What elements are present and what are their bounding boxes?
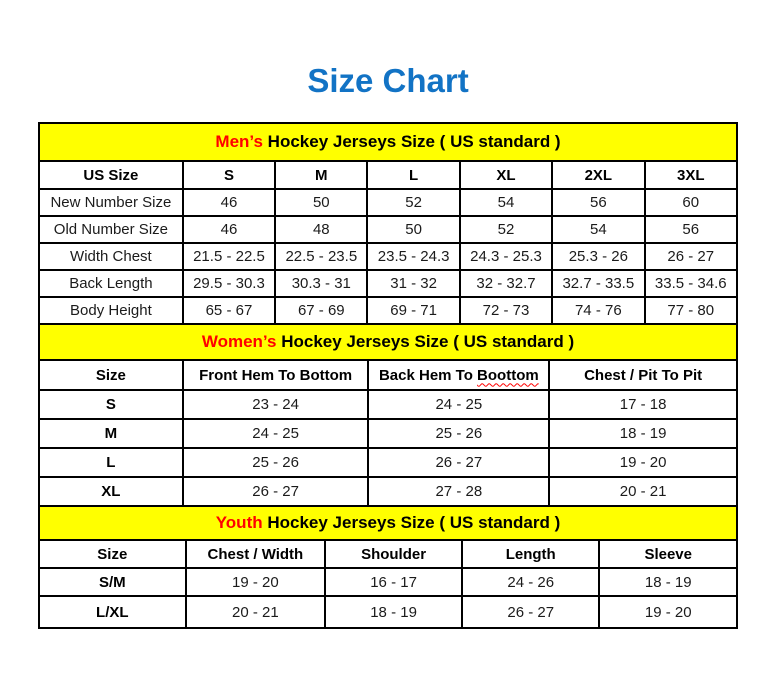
mens-cell: 48 <box>275 216 367 243</box>
youth-cell: 24 - 26 <box>462 568 600 596</box>
mens-col-header-xl: XL <box>460 161 552 189</box>
mens-cell: 32.7 - 33.5 <box>552 270 644 297</box>
mens-cell: 69 - 71 <box>367 297 459 324</box>
womens-header-row <box>39 360 737 390</box>
mens-cell: 46 <box>183 216 275 243</box>
mens-header-row <box>39 161 737 189</box>
womens-cell: 17 - 18 <box>549 390 737 419</box>
youth-col-header-length: Length <box>462 540 600 568</box>
mens-row-label: Old Number Size <box>39 216 183 243</box>
mens-banner-highlight: Men’s <box>215 132 263 151</box>
mens-banner-text: Hockey Jerseys Size ( US standard ) <box>262 132 561 151</box>
youth-row-lxl <box>39 596 737 628</box>
womens-size-label: S <box>39 390 183 419</box>
youth-cell: 26 - 27 <box>462 596 600 628</box>
mens-cell: 74 - 76 <box>552 297 644 324</box>
mens-cell: 24.3 - 25.3 <box>460 243 552 270</box>
womens-section-banner <box>39 324 737 360</box>
womens-cell: 20 - 21 <box>549 477 737 506</box>
youth-col-header-shoulder: Shoulder <box>325 540 462 568</box>
mens-cell: 23.5 - 24.3 <box>367 243 459 270</box>
mens-cell: 30.3 - 31 <box>275 270 367 297</box>
womens-cell: 25 - 26 <box>368 419 549 448</box>
womens-cell: 26 - 27 <box>368 448 549 477</box>
mens-row-label: New Number Size <box>39 189 183 216</box>
mens-cell: 21.5 - 22.5 <box>183 243 275 270</box>
mens-size-table <box>38 122 738 325</box>
youth-cell: 18 - 19 <box>599 568 737 596</box>
womens-cell: 27 - 28 <box>368 477 549 506</box>
mens-cell: 50 <box>367 216 459 243</box>
size-chart-container <box>38 122 738 629</box>
womens-row-xl <box>39 477 737 506</box>
womens-cell: 19 - 20 <box>549 448 737 477</box>
page-title: Size Chart <box>307 62 469 99</box>
womens-cell: 24 - 25 <box>368 390 549 419</box>
youth-header-row <box>39 540 737 568</box>
mens-cell: 29.5 - 30.3 <box>183 270 275 297</box>
mens-cell: 54 <box>460 189 552 216</box>
mens-col-header-3xl: 3XL <box>645 161 738 189</box>
youth-cell: 18 - 19 <box>325 596 462 628</box>
mens-cell: 31 - 32 <box>367 270 459 297</box>
mens-cell: 22.5 - 23.5 <box>275 243 367 270</box>
mens-cell: 50 <box>275 189 367 216</box>
womens-banner-highlight: Women’s <box>201 332 277 351</box>
womens-col-header-chest: Chest / Pit To Pit <box>549 360 737 390</box>
mens-banner-row <box>39 123 737 161</box>
mens-row-width-chest <box>39 243 737 270</box>
womens-row-l <box>39 448 737 477</box>
womens-row-s <box>39 390 737 419</box>
youth-cell: 19 - 20 <box>599 596 737 628</box>
mens-cell: 56 <box>552 189 644 216</box>
mens-cell: 54 <box>552 216 644 243</box>
mens-cell: 67 - 69 <box>275 297 367 324</box>
womens-size-label: M <box>39 419 183 448</box>
mens-cell: 72 - 73 <box>460 297 552 324</box>
youth-cell: 20 - 21 <box>186 596 326 628</box>
womens-size-table <box>38 323 738 507</box>
mens-cell: 32 - 32.7 <box>460 270 552 297</box>
back-hem-label-prefix: Back Hem To <box>378 366 478 384</box>
mens-row-label: Body Height <box>39 297 183 324</box>
womens-banner-text: Hockey Jerseys Size ( US standard ) <box>276 332 575 351</box>
mens-col-header-2xl: 2XL <box>552 161 644 189</box>
womens-col-header-size: Size <box>39 360 183 390</box>
mens-row-body-height <box>39 297 737 324</box>
mens-col-header-s: S <box>183 161 275 189</box>
youth-size-table <box>38 505 738 629</box>
mens-cell: 52 <box>367 189 459 216</box>
mens-cell: 25.3 - 26 <box>552 243 644 270</box>
womens-col-header-front-hem: Front Hem To Bottom <box>183 360 369 390</box>
youth-col-header-sleeve: Sleeve <box>599 540 737 568</box>
back-hem-misspelled-word: Boottom <box>477 366 539 384</box>
womens-cell: 18 - 19 <box>549 419 737 448</box>
womens-banner-row <box>39 324 737 360</box>
youth-banner-highlight: Youth <box>215 513 263 532</box>
youth-size-label: L/XL <box>39 596 186 628</box>
mens-cell: 56 <box>645 216 738 243</box>
youth-size-label: S/M <box>39 568 186 596</box>
mens-cell: 26 - 27 <box>645 243 738 270</box>
youth-banner-row <box>39 506 737 540</box>
mens-section-banner <box>39 123 737 161</box>
mens-cell: 52 <box>460 216 552 243</box>
mens-col-header-l: L <box>367 161 459 189</box>
mens-col-header-us-size: US Size <box>39 161 183 189</box>
mens-row-old-number-size <box>39 216 737 243</box>
mens-cell: 65 - 67 <box>183 297 275 324</box>
mens-row-label: Width Chest <box>39 243 183 270</box>
mens-cell: 60 <box>645 189 738 216</box>
youth-col-header-chest-width: Chest / Width <box>186 540 326 568</box>
mens-row-back-length <box>39 270 737 297</box>
mens-cell: 77 - 80 <box>645 297 738 324</box>
youth-section-banner <box>39 506 737 540</box>
womens-cell: 26 - 27 <box>183 477 369 506</box>
youth-col-header-size: Size <box>39 540 186 568</box>
mens-row-label: Back Length <box>39 270 183 297</box>
womens-row-m <box>39 419 737 448</box>
youth-banner-text: Hockey Jerseys Size ( US standard ) <box>262 513 561 532</box>
mens-cell: 33.5 - 34.6 <box>645 270 738 297</box>
youth-cell: 16 - 17 <box>325 568 462 596</box>
womens-size-label: L <box>39 448 183 477</box>
womens-cell: 25 - 26 <box>183 448 369 477</box>
womens-size-label: XL <box>39 477 183 506</box>
youth-cell: 19 - 20 <box>186 568 326 596</box>
womens-cell: 23 - 24 <box>183 390 369 419</box>
mens-row-new-number-size <box>39 189 737 216</box>
womens-cell: 24 - 25 <box>183 419 369 448</box>
youth-row-sm <box>39 568 737 596</box>
mens-cell: 46 <box>183 189 275 216</box>
mens-col-header-m: M <box>275 161 367 189</box>
womens-col-header-back-hem <box>368 360 549 390</box>
